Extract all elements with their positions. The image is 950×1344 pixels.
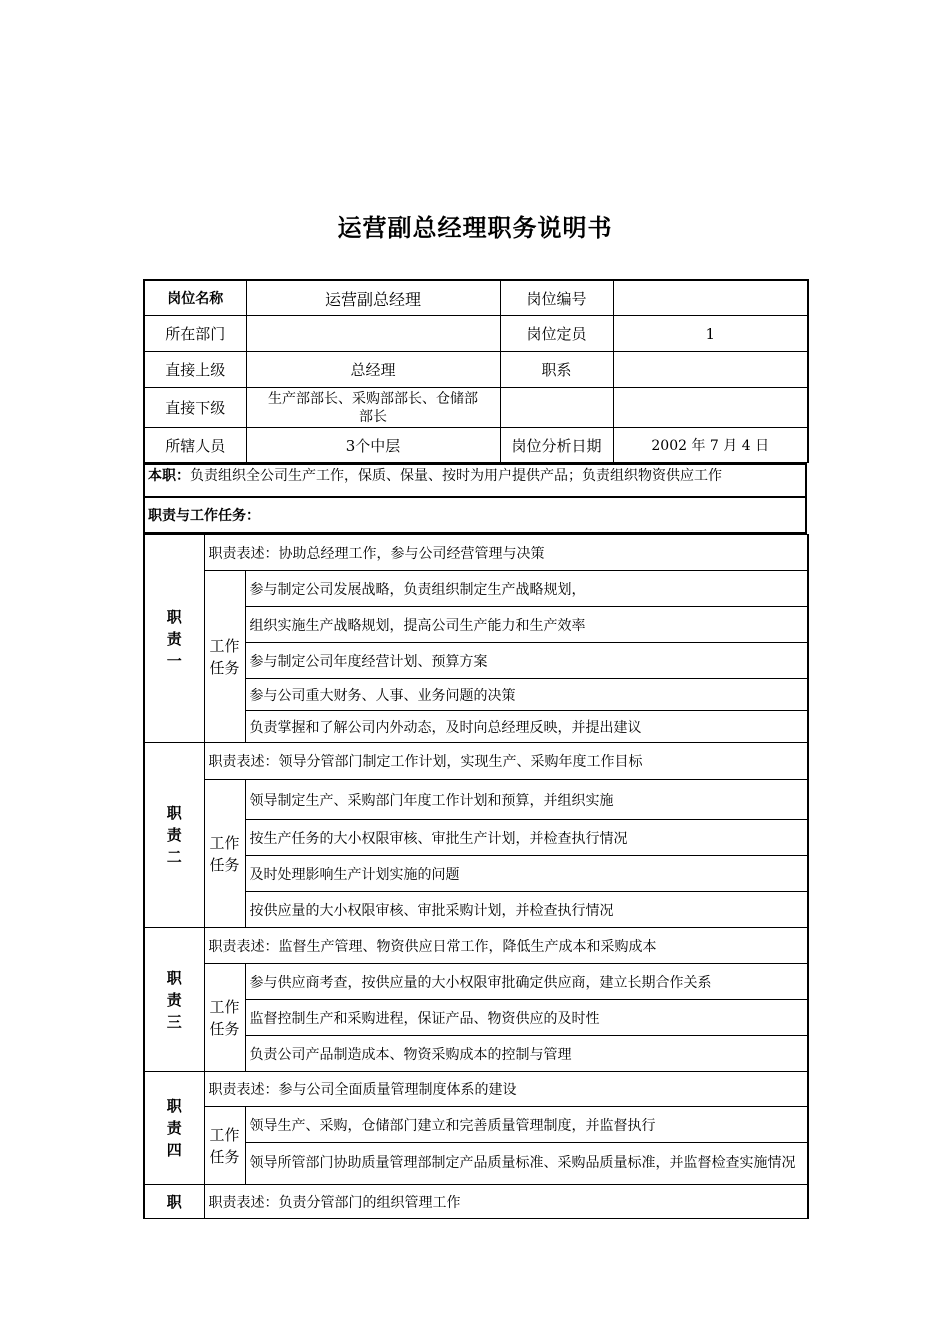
task-row [144,780,808,820]
summary-label: 本职： [148,468,190,484]
work-task-label-line: 任务 [209,855,240,874]
work-task-label-line: 工作 [209,997,240,1016]
task-item: 组织实施生产战略规划，提高公司生产能力和生产效率 [245,607,808,643]
series-label: 职系 [500,352,613,388]
managed-value: 3个中层 [246,428,500,463]
work-task-label-line: 工作 [209,833,240,852]
duty-tag-text [149,967,200,1033]
work-task-label-line: 任务 [209,1147,240,1166]
duty-tag-text [149,606,200,672]
duty-statement-row [144,743,808,780]
document-title: 运营副总经理职务说明书 [337,214,613,242]
task-item: 参与制定公司年度经营计划、预算方案 [245,643,808,679]
work-task-label [204,571,245,743]
duty-statement: 职责表述：监督生产管理、物资供应日常工作，降低生产成本和采购成本 [204,928,808,964]
duty-tag-text-char: 职 [166,607,182,626]
work-task-label-line: 任务 [209,658,240,677]
duty-statement-row [144,1185,808,1219]
duty-statement-row [144,928,808,964]
job-summary [143,463,807,498]
duty-tag [144,928,204,1072]
duty-tag-text-char: 责 [166,826,182,844]
duty-tag-text [149,1095,200,1161]
task-item: 及时处理影响生产计划实施的问题 [245,856,808,892]
task-item: 参与制定公司发展战略，负责组织制定生产战略规划， [245,571,808,607]
task-row [144,571,808,607]
work-task-label-line: 任务 [209,1019,240,1038]
headcount-value: 1 [613,316,808,352]
duties-table [143,534,809,1219]
duty-tag-text-char: 职 [166,804,182,822]
subordinate-label: 直接下级 [144,388,246,428]
task-item: 负责公司产品制造成本、物资采购成本的控制与管理 [245,1036,808,1072]
position-no-value [613,280,808,316]
duty-tag-text-char: 职 [166,1097,182,1115]
task-item: 按供应量的大小权限审核、审批采购计划，并检查执行情况 [245,892,808,928]
position-name-label: 岗位名称 [144,280,246,316]
duty-tag-text [149,1191,200,1213]
task-row [144,1107,808,1143]
task-item: 领导生产、采购，仓储部门建立和完善质量管理制度，并监督执行 [245,1107,808,1143]
task-item: 参与公司重大财务、人事、业务问题的决策 [245,679,808,711]
duty-tag [144,535,204,743]
basic-info-table [143,279,809,463]
position-name-value: 运营副总经理 [246,280,500,316]
duty-statement: 职责表述：负责分管部门的组织管理工作 [204,1185,808,1219]
duty-statement: 职责表述：领导分管部门制定工作计划，实现生产、采购年度工作目标 [204,743,808,780]
duty-tag-text-char: 责 [166,990,182,1009]
duty-tag-text-char: 四 [166,1141,182,1159]
work-task-label-line: 工作 [209,636,240,655]
series-value [613,352,808,388]
position-no-label: 岗位编号 [500,280,613,316]
headcount-label: 岗位定员 [500,316,613,352]
subordinate-value: 生产部部长、采购部部长、仓储部部长 [246,388,500,428]
work-task-label [204,964,245,1072]
job-description-form [143,279,807,1219]
superior-label: 直接上级 [144,352,246,388]
duty-tag [144,1185,204,1219]
work-task-label [204,780,245,928]
duty-statement-row [144,1072,808,1107]
duty-tag-text-char: 职 [166,1192,182,1211]
analysis-date-label: 岗位分析日期 [500,428,613,463]
duty-tag [144,1072,204,1185]
duty-tag-text-char: 职 [166,968,182,987]
analysis-date-value: 2002 年 7 月 4 日 [613,428,808,463]
duty-tag-text-char: 一 [166,651,182,670]
duty-tag-text-char: 责 [166,1119,182,1137]
managed-label: 所辖人员 [144,428,246,463]
empty-cell [500,388,613,428]
duty-tag-text-char: 二 [166,848,182,866]
duty-tag-text-char: 三 [166,1012,182,1031]
duty-statement-row [144,535,808,571]
task-row [144,964,808,1000]
duties-heading: 职责与工作任务： [143,498,807,534]
duty-statement: 职责表述：协助总经理工作，参与公司经营管理与决策 [204,535,808,571]
work-task-label-line: 工作 [209,1125,240,1144]
task-item: 领导制定生产、采购部门年度工作计划和预算，并组织实施 [245,780,808,820]
work-task-label [204,1107,245,1185]
duty-tag [144,743,204,928]
duty-tag-text [149,802,200,868]
duty-tag-text-char: 责 [166,629,182,648]
task-item: 按生产任务的大小权限审核、审批生产计划，并检查执行情况 [245,820,808,856]
duty-statement: 职责表述：参与公司全面质量管理制度体系的建设 [204,1072,808,1107]
department-value [246,316,500,352]
task-item: 负责掌握和了解公司内外动态，及时向总经理反映，并提出建议 [245,711,808,743]
empty-cell [613,388,808,428]
task-item: 监督控制生产和采购进程，保证产品、物资供应的及时性 [245,1000,808,1036]
task-item: 参与供应商考查，按供应量的大小权限审批确定供应商，建立长期合作关系 [245,964,808,1000]
department-label: 所在部门 [144,316,246,352]
superior-value: 总经理 [246,352,500,388]
summary-text: 负责组织全公司生产工作，保质、保量、按时为用户提供产品；负责组织物资供应工作 [190,468,722,484]
task-item: 领导所管部门协助质量管理部制定产品质量标准、采购品质量标准，并监督检查实施情况 [245,1143,808,1185]
